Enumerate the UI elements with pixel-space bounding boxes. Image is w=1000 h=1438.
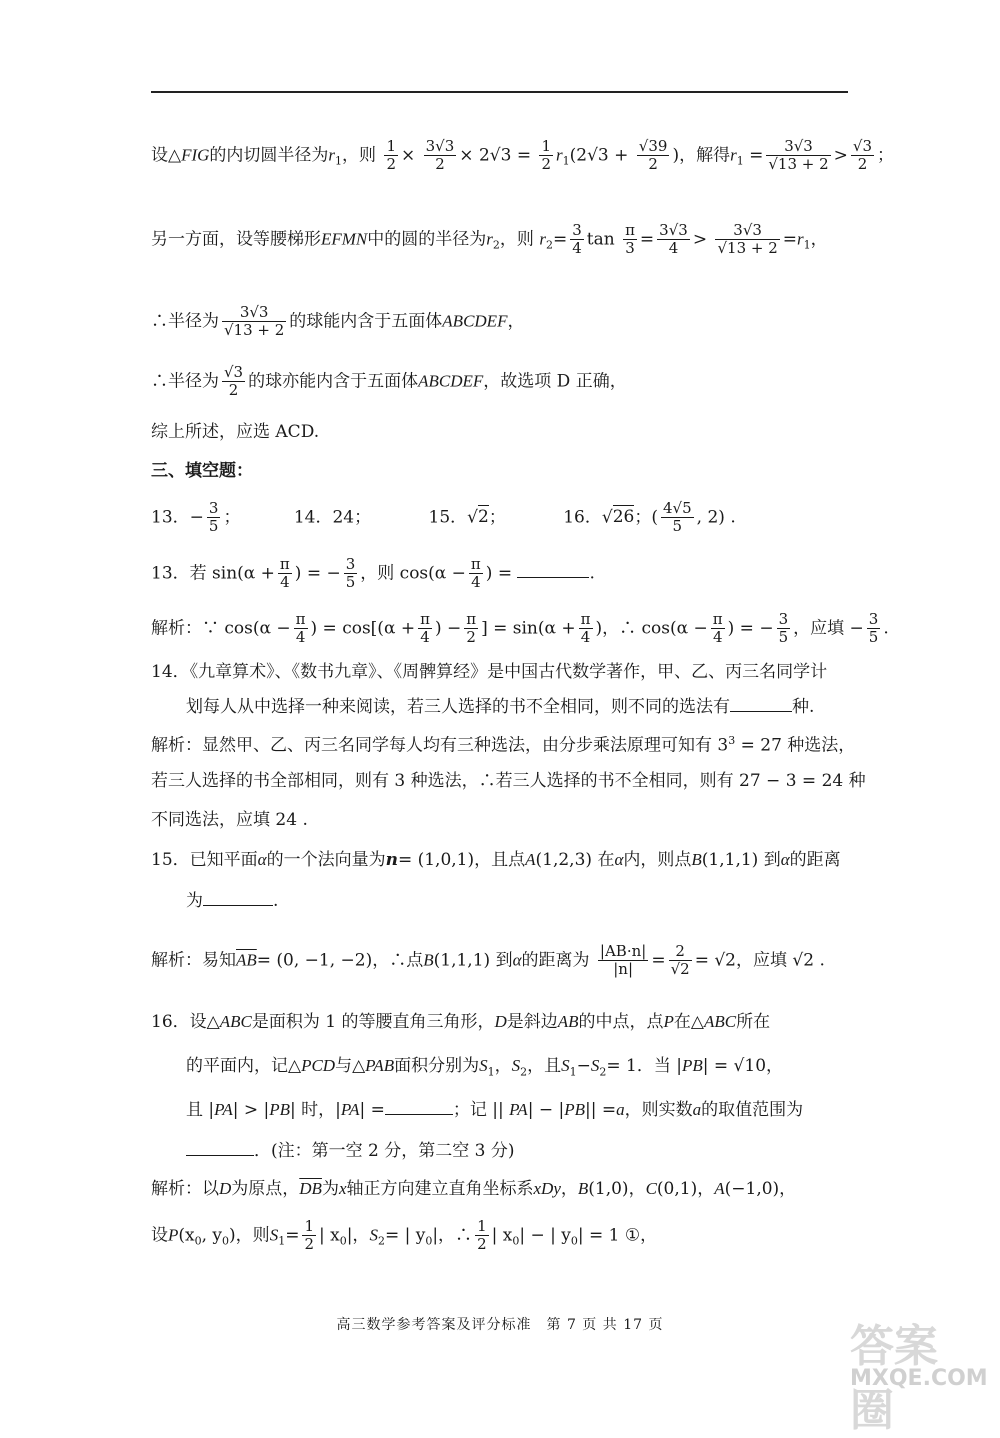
- line-r1: 设△FIG的内切圆半径为$r_1$，则 $\frac{1}{2}$ × $\frac{3√3}{2}$ × 2√3 = $\frac{1}{2}$ $r_1(2√3$ + $\frac{√39}{2}$ )，解得$r_1$ = $\frac{3√3}{√13 + 2}$ > $\frac{√3}{2}$ ；: [151, 137, 895, 174]
- answer-blank[interactable]: [385, 1100, 453, 1115]
- question-16-line4: ．(注：第一空 2 分，第二空 3 分): [186, 1141, 515, 1160]
- line-s1: ∴半径为 $\frac{3√3}{√13 + 2}$ 的球能内含于五面体ABCDEF，: [151, 303, 525, 340]
- solution-16-line1: 解析：以D为原点，$\overline{DB}$为x轴正方向建立直角坐标系xDy，B(1,0)，C(0,1)，A(−1,0)，: [151, 1179, 797, 1199]
- section-title: 三、填空题：: [151, 461, 253, 481]
- watermark-bottom: MXQE.COM: [850, 1366, 988, 1391]
- solution-13: 解析：∵ cos(α − $\frac{\pi}{4}$ ) = cos[(α + $\frac{\pi}{4}$ ) − $\frac{\pi}{2}$ ] = sin(α + $\frac{\pi}{4}$ )，∴ cos(α − $\frac{\pi}{4}$ ) = − $\frac{3}{5}$ ，应填 − $\frac{3}{5}$ .: [151, 610, 889, 647]
- solution-14-line3: 不同选法，应填 24 .: [151, 810, 308, 830]
- answer-blank[interactable]: [517, 563, 589, 578]
- question-16-line2: 的平面内，记△PCD与△PAB面积分别为$S_1$，$S_2$，且$S_1-S_2= 1$．当 |PB| = √10，: [186, 1056, 784, 1079]
- solution-14-line2: 若三人选择的书全部相同，则有 3 种选法，∴若三人选择的书不全相同，则有 27 − 3 = 24 种: [151, 771, 866, 791]
- line-r2: 另一方面，设等腰梯形EFMN中的圆的半径为$r_2$，则 $r_2=$ $\frac{3}{4}$ tan $\frac{\pi}{3}$ = $\frac{3√3}{4}$ > $\frac{3√3}{√13 + 2}$ $=r_1$，: [151, 221, 828, 258]
- question-15-line2: 为 .: [186, 891, 279, 911]
- solution-15: 解析：易知$\overline{AB}= (0$, −1, −2)，∴点B(1,1,1) 到α的距离为 $\frac{|AB\cdot n|}{|n|}$ = $\frac{2}{√2}$ = √2，应填 √2 .: [151, 942, 825, 979]
- watermark-logo: [850, 1300, 988, 1436]
- line-s2: ∴半径为 $\frac{√3}{2}$ 的球亦能内含于五面体ABCDEF，故选项 D 正确，: [151, 363, 627, 400]
- answer-blank[interactable]: [203, 891, 273, 906]
- question-13: 13．若 sin(α + $\frac{\pi}{4}$ ) = − $\frac{3}{5}$ ，则 cos(α − $\frac{\pi}{4}$ ) = .: [151, 555, 595, 592]
- watermark-top: 答案圈: [850, 1321, 938, 1436]
- question-15-line1: 15．已知平面α的一个法向量为n= (1,0,1)，且点A(1,2,3) 在α内，则点B(1,1,1) 到α的距离: [151, 850, 841, 870]
- answer-blank[interactable]: [730, 697, 792, 712]
- question-16-line3: 且 |PA| > |PB| 时，|PA| = ；记 || PA| − |PB|| =a，则实数a的取值范围为: [186, 1100, 804, 1120]
- solution-16-line2: 设$P(x_0$, $y_0$)，则$S_1=$ $\frac{1}{2}$ | $x_0|$，$S_2=$ | $y_0|$，∴ $\frac{1}{2}$ | $x_0|$ − | $y_0| = 1$ ①，: [151, 1217, 658, 1254]
- answers-row: 13．− $\frac{3}{5}$ ； 14．24； 15．√2； 16．√26；( $\frac{4√5}{5}$ , 2) .: [151, 499, 736, 536]
- answer-blank[interactable]: [186, 1141, 254, 1156]
- question-16-line1: 16．设△ABC是面积为 1 的等腰直角三角形，D是斜边AB的中点，点P在△ABC所在: [151, 1012, 771, 1032]
- header-rule: [151, 91, 848, 93]
- conclusion: 综上所述，应选 ACD.: [151, 422, 320, 442]
- solution-14-line1: 解析：显然甲、乙、丙三名同学每人均有三种选法，由分步乘法原理可知有 $3^3 = 27$ 种选法，: [151, 734, 856, 756]
- question-14-line2: 划每人从中选择一种来阅读，若三人选择的书不全相同，则不同的选法有 种.: [186, 697, 815, 717]
- question-14-line1: 14．《九章算术》、《数书九章》、《周髀算经》是中国古代数学著作，甲、乙、丙三名同学计: [151, 662, 828, 682]
- page-footer: 高三数学参考答案及评分标准 第 7 页 共 17 页: [336, 1317, 664, 1333]
